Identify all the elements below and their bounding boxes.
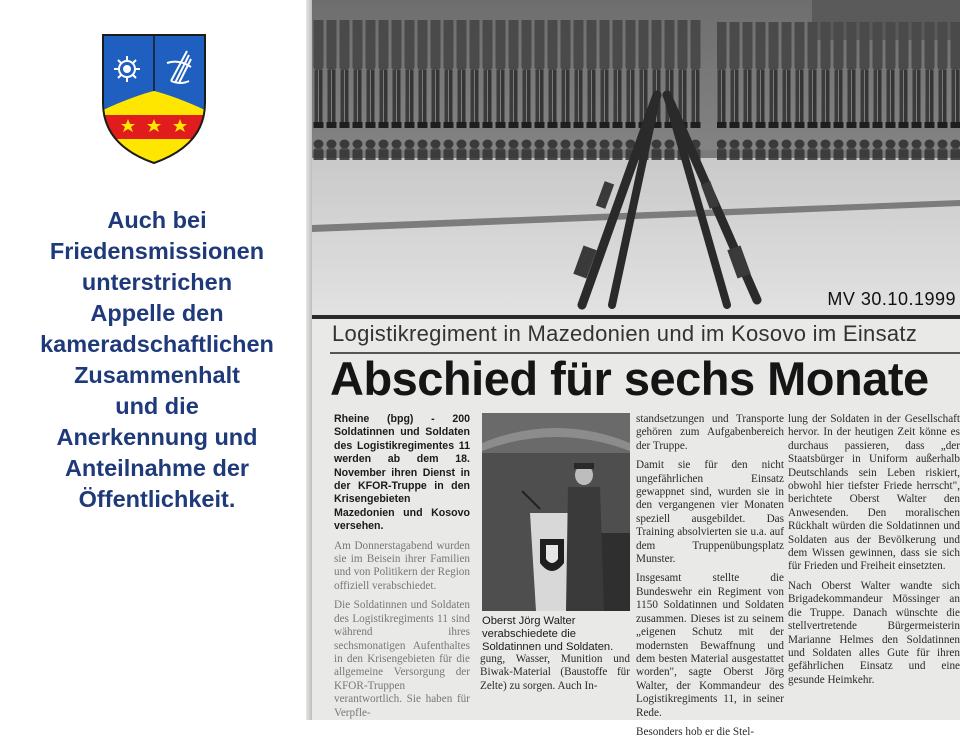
caption-line: Anerkennung und bbox=[56, 424, 258, 450]
article-paragraph: Am Donnerstagabend wurden sie im Beisein ihrer Familien und von Politikern der Region offiziell verabschiedet. bbox=[334, 539, 470, 592]
article-paragraph: Besonders hob er die Stel- bbox=[636, 725, 755, 738]
speech-photo-graphic bbox=[482, 413, 630, 611]
article-kicker: Logistikregiment in Mazedonien und im Kosovo im Einsatz bbox=[332, 321, 918, 346]
clip-edge bbox=[312, 315, 960, 319]
caption-line: Öffentlichkeit. bbox=[78, 486, 236, 512]
article-paragraph: Insgesamt stellte die Bundeswehr ein Regiment von 1150 Soldatinnen und Soldaten zusammen. Dieses ist zu seinem „eigenen Schutz mit der modernsten Bewaffnung und dem besten Material ausgestattet worden", sagte Oberst Jörg Walter, der Kommandeur des Logistikregiments 11, in seiner Rede. bbox=[636, 572, 784, 719]
slide-caption bbox=[12, 205, 302, 515]
article-paragraph: gung, Wasser, Munition und Biwak-Material (Baustoffe für Zelte) zu sorgen. Auch In- bbox=[480, 653, 630, 692]
caption-line: Anteilnahme der bbox=[64, 455, 250, 481]
article-paragraph: lung der Soldaten in der Gesellschaft hervor. In der heutigen Zeit könne es durchaus passieren, dass „der Staatsbürger in Uniform außerhalb Deutschlands sein Leben riskiert, obwohl hier tiefster Friede herrscht", berichtete Oberst Walter den Anwesenden. Den moralischen Rückhalt würden die Soldatinnen und Soldaten aus der Bevölkerung und dem Wissen gewinnen, dass sie sich für Frieden und Freiheit einsetzten. bbox=[788, 413, 960, 573]
caption-line: Friedensmissionen bbox=[49, 238, 265, 264]
parade-photo-graphic bbox=[312, 0, 960, 315]
coat-of-arms-icon bbox=[101, 33, 207, 165]
caption-line: und die bbox=[115, 393, 199, 419]
article-column-3 bbox=[636, 413, 784, 745]
article-paragraph: Damit sie für den nicht ungefährlichen Einsatz gewappnet sind, wurden sie in den vergangenen vier Monaten speziell ausgebildet. Das Training absolvierten sie u.a. auf dem Truppenübungsplatz Munster. bbox=[636, 459, 784, 566]
photo-caption: Oberst Jörg Walter verabschiedete die Soldatinnen und Soldaten. bbox=[482, 615, 614, 653]
article-column-2 bbox=[480, 653, 630, 699]
caption-line: kameradschaftlichen bbox=[40, 331, 274, 357]
article-column-1 bbox=[334, 413, 470, 726]
article-column-4 bbox=[788, 413, 960, 693]
caption-line: Appelle den bbox=[90, 300, 224, 326]
caption-line: unterstrichen bbox=[81, 269, 233, 295]
caption-line: Zusammenhalt bbox=[74, 362, 240, 388]
speech-photo bbox=[482, 413, 630, 611]
newspaper-clipping bbox=[312, 315, 960, 738]
article-paragraph: Die Soldatinnen und Soldaten des Logistikregiments 11 sind während ihres sechsmonatigen Aufenthaltes in den Krisengebieten für die allgemeine Versorgung der KFOR-Truppen verantwortlich. Sie haben für Verpfle- bbox=[334, 599, 470, 719]
parade-photo bbox=[312, 0, 960, 315]
article-lead: Rheine (bpg) - 200 Soldatinnen und Soldaten des Logistikregimentes 11 werden ab dem 18. November ihren Dienst in der KFOR-Truppe in den Krisengebieten Mazedonien und Kosovo versehen. bbox=[334, 413, 470, 533]
caption-line: Auch bei bbox=[107, 207, 207, 233]
left-panel bbox=[0, 0, 306, 720]
article-paragraph: Nach Oberst Walter wandte sich Brigadekommandeur Mössinger an die Truppe. Danach wünschte die stellvertretende Bürgermeisterin Marianne Helmes den Soldatinnen und Soldaten alles Gute für ihren gefährlichen Einsatz und eine gesunde Heimkehr. bbox=[788, 579, 960, 686]
article-paragraph: standsetzungen und Transporte gehören zum Aufgabenbereich der Truppe. bbox=[636, 413, 784, 452]
source-label: MV 30.10.1999 bbox=[827, 289, 956, 309]
article-headline: Abschied für sechs Monate bbox=[330, 352, 929, 405]
